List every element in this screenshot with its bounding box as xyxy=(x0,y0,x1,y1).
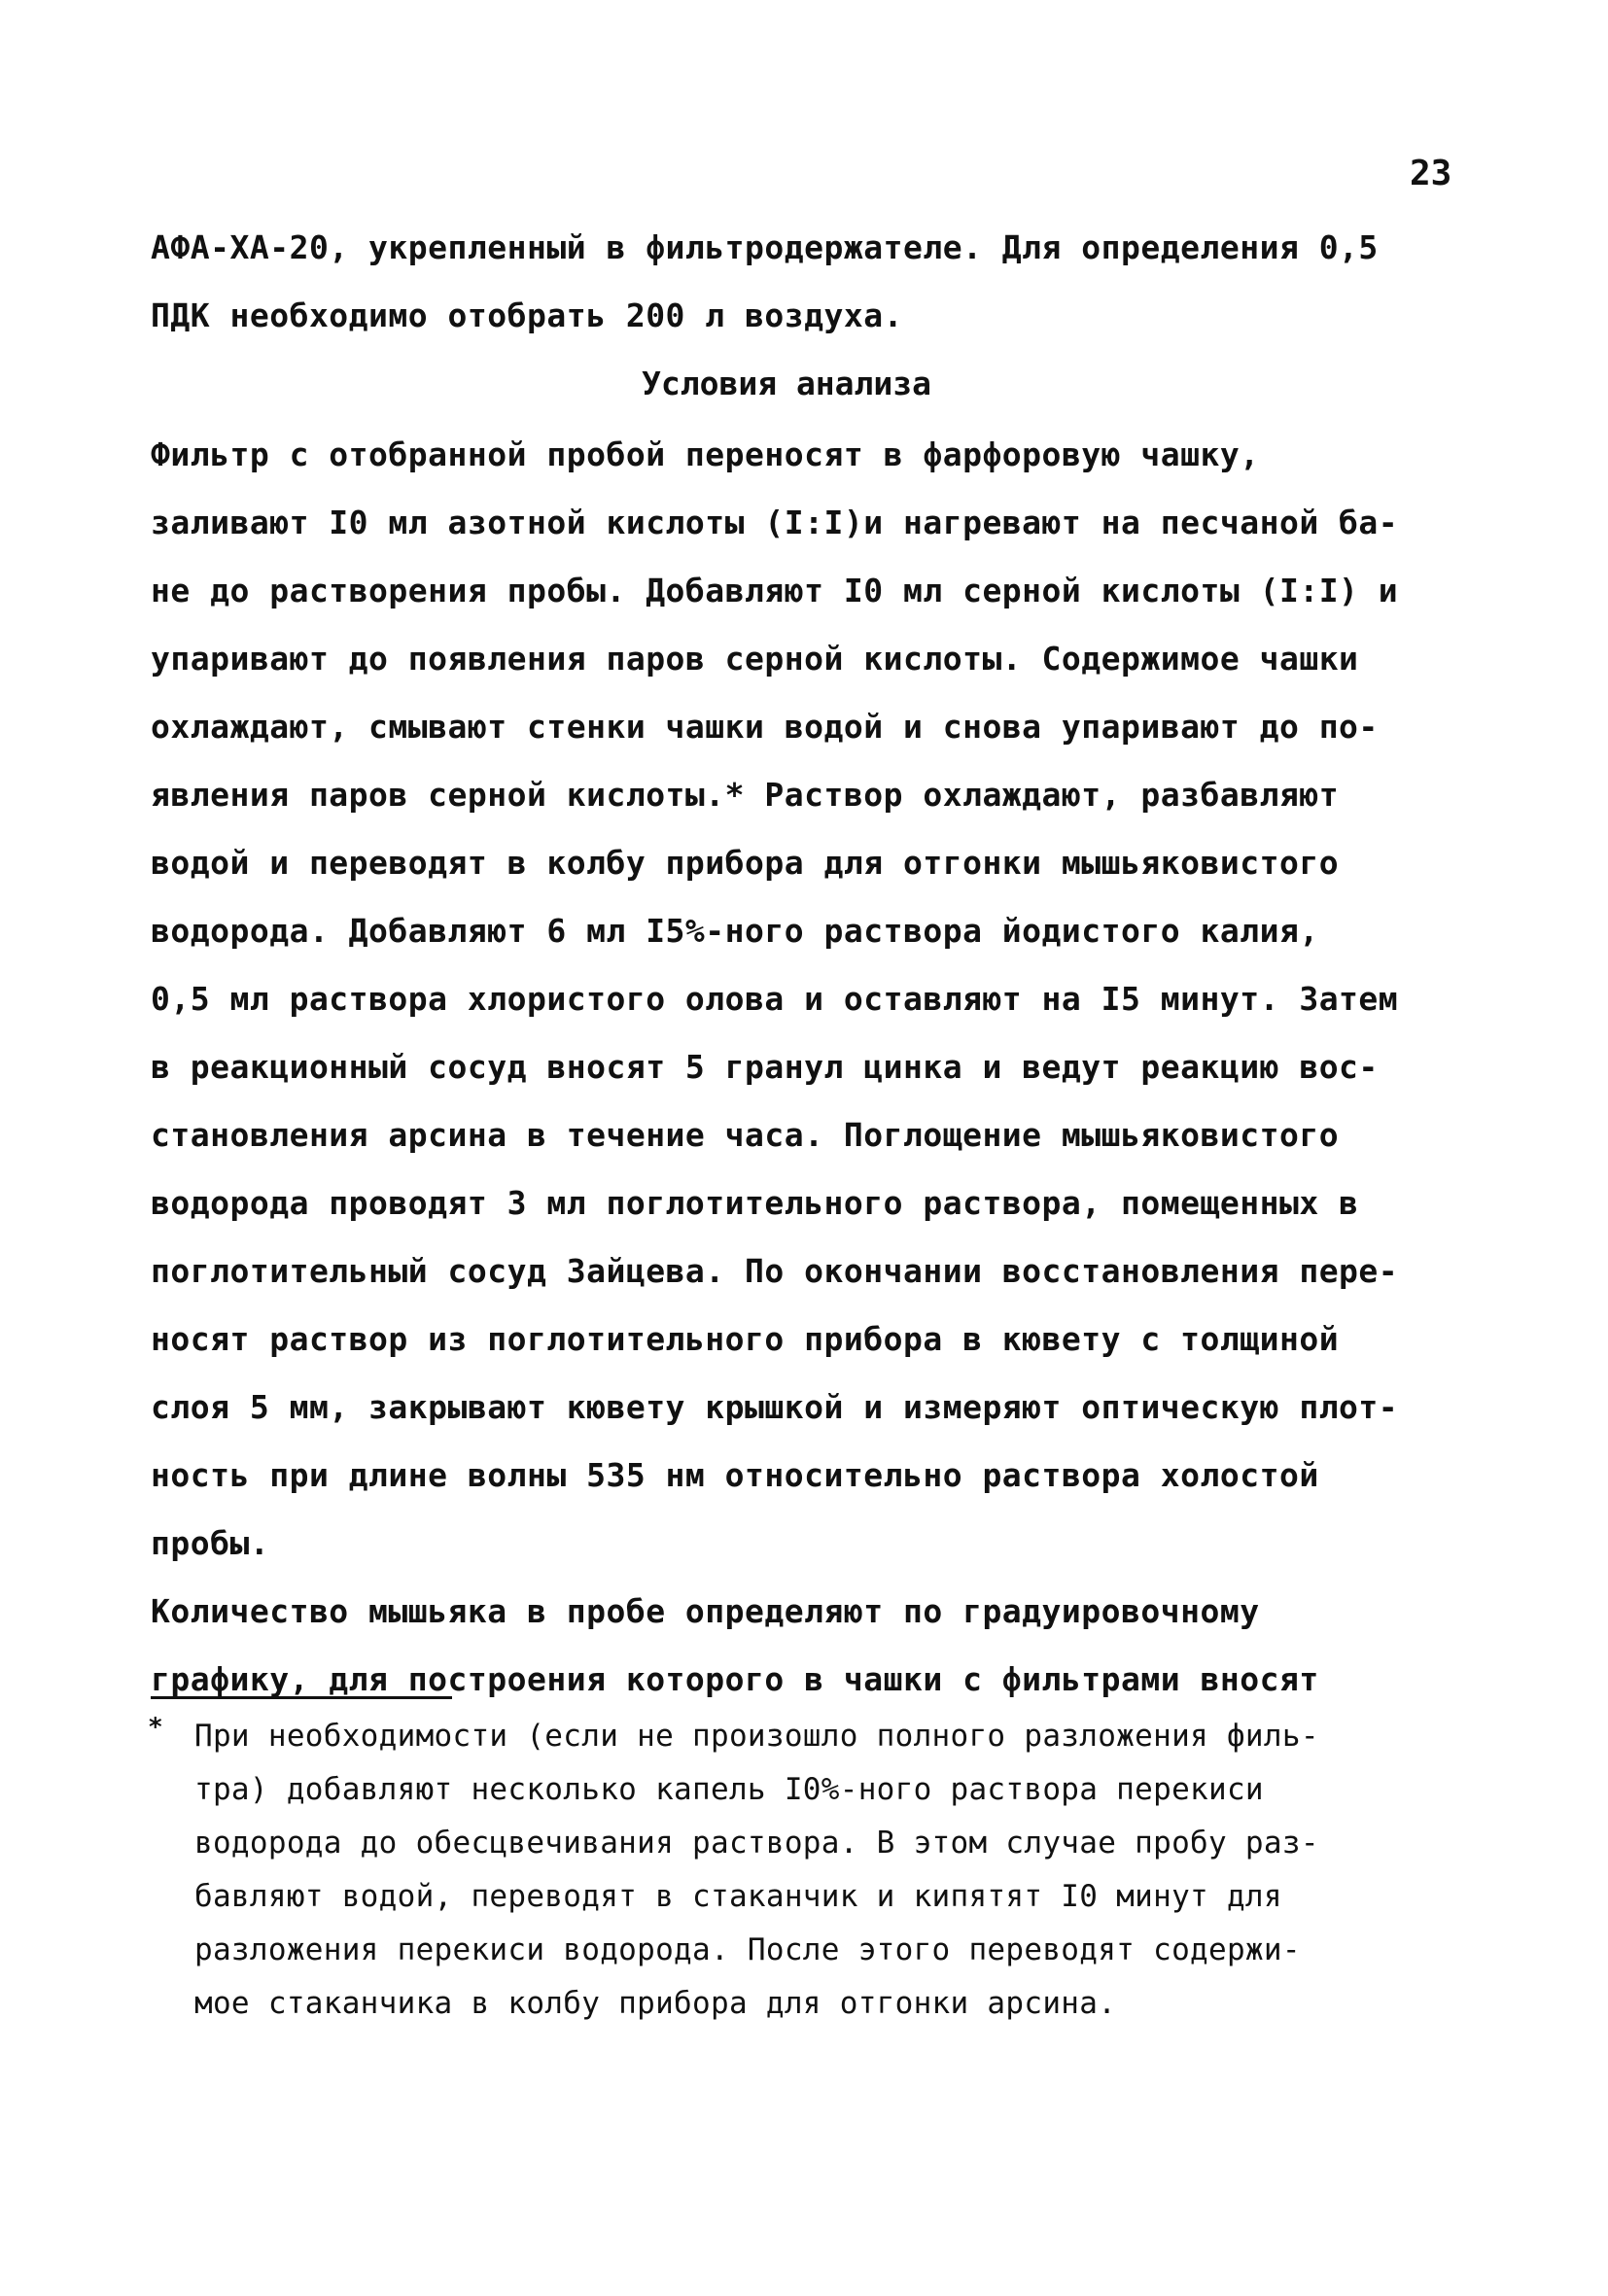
text-line: АФА-ХА-20, укрепленный в фильтродержателе. Для определения 0,5 xyxy=(151,228,1379,266)
text-line: пробы. xyxy=(151,1524,270,1562)
footnote-marker: * xyxy=(148,1713,163,1742)
text-line: заливают I0 мл азотной кислоты (I:I)и нагревают на песчаной ба- xyxy=(151,504,1399,541)
text-line: охлаждают, смывают стенки чашки водой и снова упаривают до по- xyxy=(151,708,1379,746)
text-line: водой и переводят в колбу прибора для отгонки мышьяковистого xyxy=(151,844,1340,882)
text-line: становления арсина в течение часа. Поглощение мышьяковистого xyxy=(151,1116,1340,1154)
footnote-line: бавляют водой, переводят в стаканчик и кипятят I0 минут для xyxy=(194,1879,1282,1914)
text-line: Количество мышьяка в пробе определяют по градуировочному xyxy=(151,1592,1260,1630)
text-line: поглотительный сосуд Зайцева. По окончании восстановления пере- xyxy=(151,1252,1399,1290)
footnote-separator xyxy=(151,1696,452,1699)
text-line: носят раствор из поглотительного прибора в кювету с толщиной xyxy=(151,1320,1340,1358)
footnote-line: мое стаканчика в колбу прибора для отгонки арсина. xyxy=(194,1986,1117,2021)
text-line: водорода проводят 3 мл поглотительного раствора, помещенных в xyxy=(151,1184,1359,1222)
text-line: в реакционный сосуд вносят 5 гранул цинка и ведут реакцию вос- xyxy=(151,1048,1379,1086)
footnote-line: При необходимости (если не произошло полного разложения филь- xyxy=(194,1719,1319,1754)
footnote-line: тра) добавляют несколько капель I0%-ного раствора перекиси xyxy=(194,1772,1264,1807)
text-line: Фильтр с отобранной пробой переносят в фарфоровую чашку, xyxy=(151,435,1260,473)
text-line: водорода. Добавляют 6 мл I5%-ного раствора йодистого калия, xyxy=(151,912,1319,950)
footnote-line: водорода до обесцвечивания раствора. В этом случае пробу раз- xyxy=(194,1826,1319,1861)
text-line: слоя 5 мм, закрывают кювету крышкой и измеряют оптическую плот- xyxy=(151,1388,1399,1426)
text-line: графику, для построения которого в чашки с фильтрами вносят xyxy=(151,1660,1319,1698)
text-line: ность при длине волны 535 нм относительно раствора холостой xyxy=(151,1456,1319,1494)
text-line: ПДК необходимо отобрать 200 л воздуха. xyxy=(151,296,903,334)
section-heading: Условия анализа xyxy=(642,365,932,402)
text-line: не до растворения пробы. Добавляют I0 мл серной кислоты (I:I) и xyxy=(151,572,1399,609)
text-line: 0,5 мл раствора хлористого олова и оставляют на I5 минут. Затем xyxy=(151,980,1399,1018)
text-line: явления паров серной кислоты.* Раствор охлаждают, разбавляют xyxy=(151,776,1340,814)
text-line: упаривают до появления паров серной кислоты. Содержимое чашки xyxy=(151,640,1359,678)
footnote-line: разложения перекиси водорода. После этого переводят содержи- xyxy=(194,1932,1301,1967)
page-number: 23 xyxy=(1410,154,1452,193)
